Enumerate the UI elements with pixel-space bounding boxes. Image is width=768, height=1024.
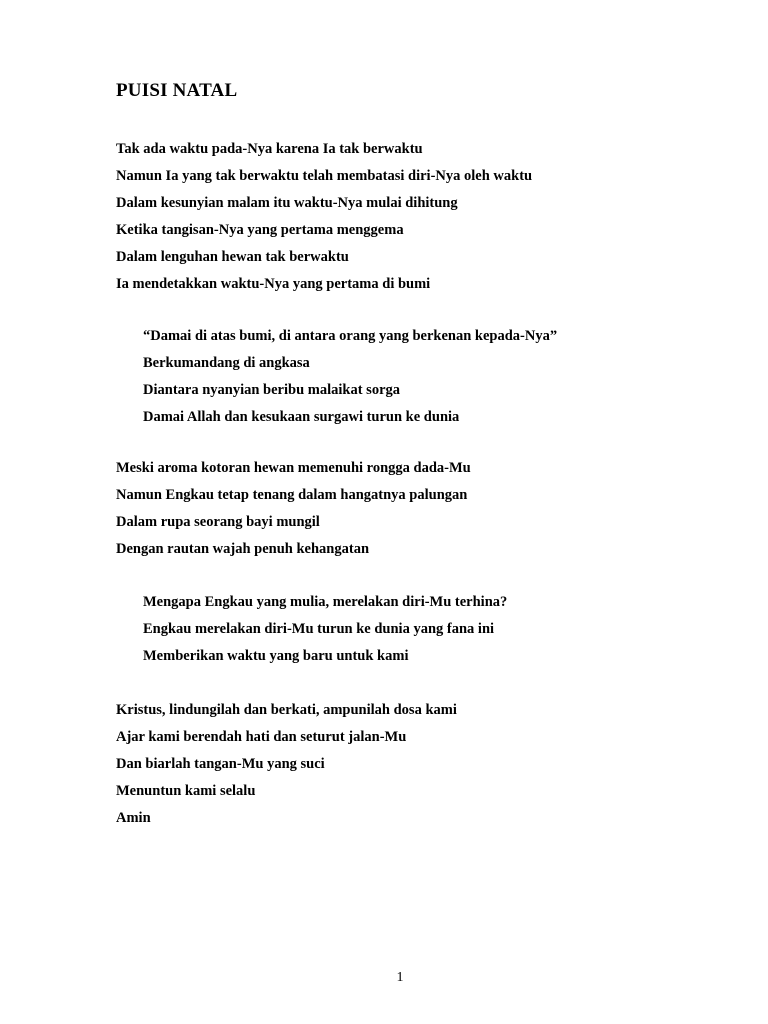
poem-line: Dengan rautan wajah penuh kehangatan: [116, 541, 370, 557]
poem-line: Memberikan waktu yang baru untuk kami: [143, 648, 409, 664]
poem-line: Damai Allah dan kesukaan surgawi turun ke dunia: [143, 409, 460, 425]
poem-line: Ajar kami berendah hati dan seturut jalan-Mu: [116, 729, 407, 745]
stanza-4: [143, 589, 507, 670]
poem-line: Namun Ia yang tak berwaktu telah membatasi diri-Nya oleh waktu: [116, 168, 533, 184]
poem-line: Dan biarlah tangan-Mu yang suci: [116, 756, 325, 772]
poem-line: Namun Engkau tetap tenang dalam hangatnya palungan: [116, 487, 468, 503]
poem-line: Dalam kesunyian malam itu waktu-Nya mulai dihitung: [116, 195, 458, 211]
poem-line: Ketika tangisan-Nya yang pertama menggema: [116, 222, 404, 238]
poem-line: Kristus, lindungilah dan berkati, ampunilah dosa kami: [116, 702, 457, 718]
stanza-5: [116, 697, 457, 832]
poem-title: PUISI NATAL: [116, 80, 238, 101]
poem-line: Berkumandang di angkasa: [143, 355, 310, 371]
poem-line: Mengapa Engkau yang mulia, merelakan diri-Mu terhina?: [143, 594, 508, 610]
stanza-1: [116, 136, 532, 298]
poem-line: Tak ada waktu pada-Nya karena Ia tak berwaktu: [116, 141, 423, 157]
stanza-3: [116, 455, 471, 563]
poem-line: Amin: [116, 810, 151, 826]
poem-line: “Damai di atas bumi, di antara orang yang berkenan kepada-Nya”: [143, 328, 558, 344]
poem-line: Meski aroma kotoran hewan memenuhi rongga dada-Mu: [116, 460, 471, 476]
page-number: 1: [396, 970, 404, 985]
poem-line: Menuntun kami selalu: [116, 783, 256, 799]
stanza-2: [143, 323, 557, 431]
poem-line: Engkau merelakan diri-Mu turun ke dunia yang fana ini: [143, 621, 495, 637]
poem-line: Dalam lenguhan hewan tak berwaktu: [116, 249, 349, 265]
poem-line: Diantara nyanyian beribu malaikat sorga: [143, 382, 400, 398]
poem-line: Ia mendetakkan waktu-Nya yang pertama di bumi: [116, 276, 431, 292]
poem-line: Dalam rupa seorang bayi mungil: [116, 514, 320, 530]
